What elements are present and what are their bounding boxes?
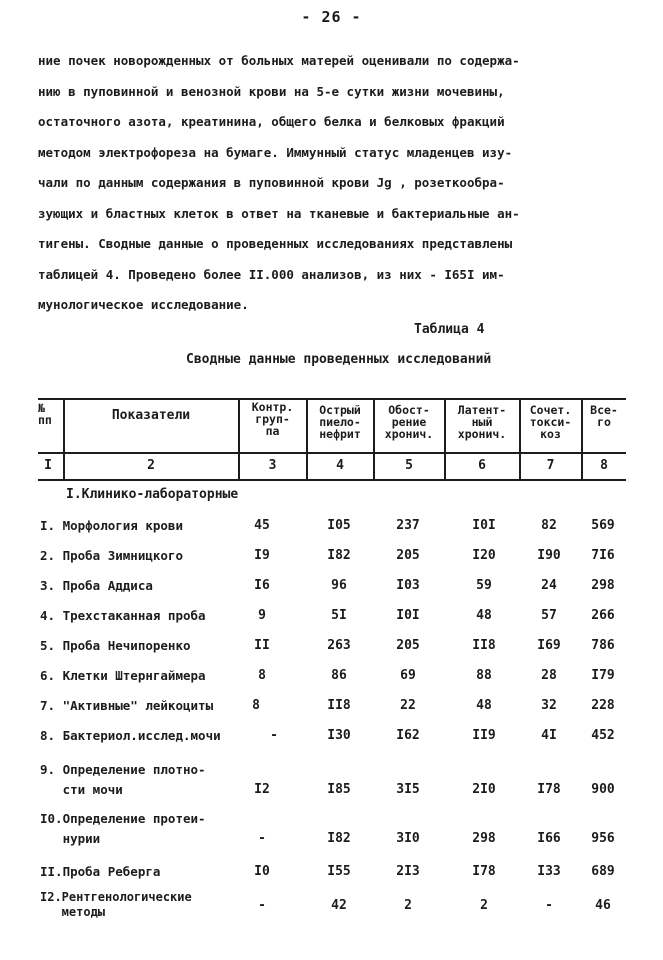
cell-toxicosis: 4I bbox=[541, 728, 557, 743]
cell-latent: 48 bbox=[476, 698, 492, 713]
cell-exacerbation: 205 bbox=[396, 638, 420, 653]
row-label: 6. Клетки Штернгаймера bbox=[40, 668, 206, 683]
cell-control: I9 bbox=[254, 548, 270, 563]
paragraph-line: таблицей 4. Проведено более II.000 анализов, из них - I65I им- bbox=[38, 266, 505, 282]
cell-latent: 298 bbox=[472, 831, 496, 846]
paragraph-line: тигены. Сводные данные о проведенных исследованиях представлены bbox=[38, 236, 513, 251]
cell-latent: 59 bbox=[476, 578, 492, 593]
row-label: 5. Проба Нечипоренко bbox=[40, 638, 191, 653]
page-number: - 26 - bbox=[301, 8, 362, 26]
row-label: I2.Рентгенологические методы bbox=[40, 890, 192, 919]
cell-control: I2 bbox=[254, 782, 270, 797]
header-chronic-exacerbation: Обост- рение хронич. bbox=[384, 403, 434, 441]
cell-total: 786 bbox=[591, 638, 615, 653]
header-number: № пп bbox=[38, 401, 52, 427]
column-number: 6 bbox=[478, 458, 486, 473]
section-title: I.Клинико-лабораторные bbox=[66, 487, 239, 502]
cell-latent: 88 bbox=[476, 668, 492, 683]
row-label: I0.Определение протеи- нурии bbox=[40, 811, 206, 846]
paragraph-line: остаточного азота, креатинина, общего белка и белковых фракций bbox=[38, 114, 505, 129]
cell-acute: I30 bbox=[327, 728, 351, 743]
cell-control: 9 bbox=[258, 608, 266, 623]
cell-exacerbation: I03 bbox=[396, 578, 420, 593]
cell-total: 956 bbox=[591, 831, 615, 846]
cell-acute: 263 bbox=[327, 638, 351, 653]
row-label: II.Проба Реберга bbox=[40, 864, 161, 879]
cell-acute: 86 bbox=[331, 668, 347, 683]
cell-exacerbation: 22 bbox=[400, 698, 416, 713]
paragraph-line: чали по данным содержания в пуповинной крови Jg , розеткообра- bbox=[38, 175, 505, 190]
row-label: 4. Трехстаканная проба bbox=[40, 608, 206, 623]
paragraph-line: методом электрофореза на бумаге. Иммунный статус младенцев изу- bbox=[38, 144, 513, 160]
cell-total: 900 bbox=[591, 782, 615, 797]
table-title: Сводные данные проведенных исследований bbox=[186, 352, 492, 367]
cell-exacerbation: I0I bbox=[396, 608, 420, 623]
header-latent-chronic: Латент- ный хронич. bbox=[457, 403, 507, 441]
cell-toxicosis: I90 bbox=[537, 548, 561, 563]
cell-latent: 2I0 bbox=[472, 782, 496, 797]
cell-total: 689 bbox=[591, 864, 615, 879]
header-acute-pyelonephritis: Острый пиело- нефрит bbox=[319, 403, 361, 441]
row-label: 2. Проба Зимницкого bbox=[40, 548, 183, 563]
paragraph-line: ние почек новорожденных от больных матерей оценивали по содержа- bbox=[38, 53, 520, 68]
cell-control: I6 bbox=[254, 578, 270, 593]
cell-control: 8 bbox=[258, 668, 266, 683]
cell-acute: I55 bbox=[327, 864, 351, 879]
cell-toxicosis: - bbox=[545, 898, 553, 913]
header-indicators: Показатели bbox=[111, 408, 191, 423]
cell-latent: I0I bbox=[472, 518, 496, 533]
cell-control: - bbox=[258, 831, 266, 846]
cell-control: I0 bbox=[254, 864, 270, 879]
cell-latent: 48 bbox=[476, 608, 492, 623]
column-number: 4 bbox=[336, 458, 344, 473]
table-label: Таблица 4 bbox=[414, 322, 485, 337]
cell-exacerbation: 69 bbox=[400, 668, 416, 683]
cell-total: 298 bbox=[591, 578, 615, 593]
cell-acute: I82 bbox=[327, 548, 351, 563]
paragraph-line: мунологическое исследование. bbox=[38, 297, 249, 312]
table-header-rule bbox=[38, 452, 626, 454]
cell-total: 228 bbox=[591, 698, 615, 713]
cell-acute: I05 bbox=[327, 518, 351, 533]
row-label: 8. Бактериол.исслед.мочи bbox=[40, 728, 221, 743]
cell-latent: II8 bbox=[472, 638, 496, 653]
cell-exacerbation: I62 bbox=[396, 728, 420, 743]
cell-total: 452 bbox=[591, 728, 615, 743]
cell-exacerbation: 237 bbox=[396, 518, 420, 533]
cell-acute: 96 bbox=[331, 578, 347, 593]
cell-total: 46 bbox=[595, 898, 611, 913]
cell-exacerbation: 3I5 bbox=[396, 782, 420, 797]
cell-toxicosis: I69 bbox=[537, 638, 561, 653]
cell-total: 266 bbox=[591, 608, 615, 623]
column-number: 8 bbox=[600, 458, 608, 473]
column-number: 3 bbox=[268, 458, 277, 473]
cell-latent: 2 bbox=[480, 898, 488, 913]
cell-exacerbation: 2 bbox=[404, 898, 412, 913]
cell-control: 45 bbox=[254, 518, 270, 533]
cell-exacerbation: 2I3 bbox=[396, 864, 420, 879]
row-label: 3. Проба Аддиса bbox=[40, 578, 153, 593]
column-number: 7 bbox=[546, 458, 555, 473]
header-total: Все- го bbox=[590, 403, 618, 429]
cell-toxicosis: I33 bbox=[537, 864, 561, 879]
cell-latent: I20 bbox=[472, 548, 496, 563]
cell-total: 569 bbox=[591, 518, 615, 533]
cell-total: 7I6 bbox=[591, 548, 615, 563]
paragraph-line: нию в пуповинной и венозной крови на 5-е сутки жизни мочевины, bbox=[38, 83, 505, 99]
cell-total: I79 bbox=[591, 668, 615, 683]
cell-exacerbation: 3I0 bbox=[396, 831, 420, 846]
header-control-group: Контр. груп- па bbox=[251, 400, 294, 438]
cell-control: II bbox=[254, 638, 270, 653]
body-paragraph bbox=[38, 46, 638, 321]
row-label: 9. Определение плотно- сти мочи bbox=[40, 762, 206, 797]
cell-toxicosis: 57 bbox=[541, 608, 557, 623]
cell-toxicosis: I78 bbox=[537, 782, 561, 797]
paragraph-line: зующих и бластных клеток в ответ на тканевые и бактериальные ан- bbox=[38, 205, 520, 221]
cell-acute: I82 bbox=[327, 831, 351, 846]
cell-exacerbation: 205 bbox=[396, 548, 420, 563]
cell-control: - bbox=[258, 898, 266, 913]
cell-acute: 5I bbox=[331, 608, 347, 623]
cell-toxicosis: 24 bbox=[541, 578, 557, 593]
cell-control: 8 bbox=[252, 698, 260, 713]
column-number: 5 bbox=[405, 458, 413, 473]
table-number-rule bbox=[38, 479, 626, 481]
cell-toxicosis: 32 bbox=[541, 698, 557, 713]
cell-acute: II8 bbox=[327, 698, 351, 713]
cell-control: - bbox=[270, 728, 278, 743]
cell-latent: I78 bbox=[472, 864, 496, 879]
row-label: I. Морфология крови bbox=[40, 518, 183, 533]
column-number: 2 bbox=[147, 458, 155, 473]
cell-acute: 42 bbox=[331, 898, 347, 913]
cell-toxicosis: I66 bbox=[537, 831, 561, 846]
column-number: I bbox=[44, 458, 52, 473]
table-top-rule bbox=[38, 398, 626, 400]
header-combined-toxicosis: Сочет. токси- коз bbox=[529, 403, 572, 441]
cell-acute: I85 bbox=[327, 782, 351, 797]
cell-latent: II9 bbox=[472, 728, 496, 743]
cell-toxicosis: 28 bbox=[541, 668, 557, 683]
cell-toxicosis: 82 bbox=[541, 518, 557, 533]
row-label: 7. "Активные" лейкоциты bbox=[40, 698, 214, 713]
